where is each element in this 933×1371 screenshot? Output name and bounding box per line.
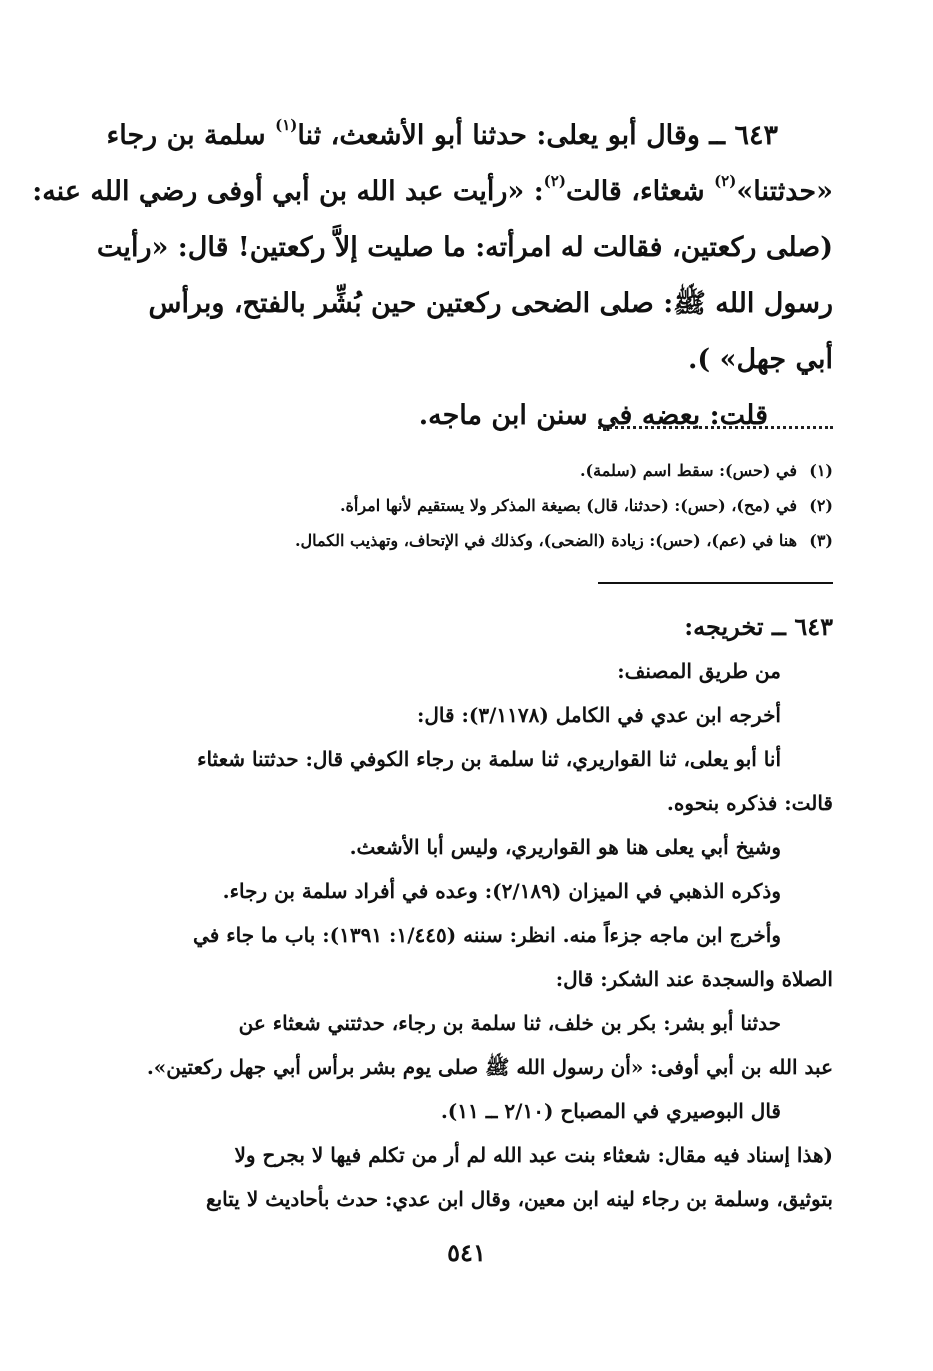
takhrij-line: الصلاة والسجدة عند الشكر: قال: — [555, 967, 833, 991]
takhrij-line: من طريق المصنف: — [617, 659, 781, 683]
hadith-line-2-mid: شعثاء، قالت — [565, 176, 715, 207]
hadith-line-5: أبي جهل» ). — [688, 344, 833, 375]
footnote-ref-1: (١) — [275, 116, 298, 134]
takhrij-line: وأخرج ابن ماجه جزءاً منه. انظر: سننه (١/٤٤٥: ١٣٩١): باب ما جاء في — [193, 923, 781, 947]
hadith-line-4: رسول الله ﷺ: صلى الضحى ركعتين حين بُشِّر بالفتح، وبرأس — [148, 288, 833, 319]
footnote-2 — [108, 488, 833, 523]
footnote-text: في (حس): سقط اسم (سلمة). — [579, 461, 797, 480]
section-divider — [598, 582, 833, 584]
takhrij-line: قال البوصيري في المصباح (٢/١٠ ــ ١١). — [440, 1099, 781, 1123]
takhrij-line: أخرجه ابن عدي في الكامل (٣/١١٧٨): قال: — [416, 703, 781, 727]
footnote-separator — [598, 426, 833, 433]
footnote-ref-2b: (٢) — [543, 172, 566, 190]
footnote-ref-2a: (٢) — [714, 172, 737, 190]
footnote-number: (٣) — [809, 531, 833, 550]
footnote-text: في (مح)، (حس): (حدثنا، قال) بصيغة المذكر ولا يستقيم لأنها امرأة. — [339, 496, 797, 515]
takhrij-line: وذكره الذهبي في الميزان (٢/١٨٩): وعده في أفراد سلمة بن رجاء. — [222, 879, 781, 903]
hadith-line-1-start: ٦٤٣ ــ وقال أبو يعلى: حدثنا أبو الأشعث، ثنا — [297, 120, 778, 151]
takhrij-line: وشيخ أبي يعلى هنا هو القواريري، وليس أبا الأشعث. — [349, 835, 781, 859]
takhrij-line: (هذا إسناد فيه مقال: شعثاء بنت عبد الله لم أر من تكلم فيها لا بجرح ولا — [234, 1143, 833, 1167]
takhrij-line: بتوثيق، وسلمة بن رجاء لينه ابن معين، وقال ابن عدي: حدث بأحاديث لا يتابع — [205, 1187, 833, 1211]
hadith-line-1-end: سلمة بن رجاء — [106, 120, 276, 151]
takhrij-line: عبد الله بن أبي أوفى: «أن رسول الله ﷺ صلى يوم بشر برأس أبي جهل ركعتين». — [146, 1055, 833, 1079]
hadith-line-2-start: «حدثتنا» — [736, 176, 833, 207]
footnote-1 — [108, 453, 833, 488]
footnotes — [108, 453, 833, 558]
footnote-number: (١) — [809, 461, 833, 480]
page-number: ٥٤١ — [447, 1238, 486, 1267]
hadith-line-2 — [32, 164, 833, 220]
footnote-text: هنا في (عم)، (حس): زيادة (الضحى)، وكذلك في الإتحاف، وتهذيب الكمال. — [294, 531, 797, 550]
author-note: قلت: بعضه في سنن ابن ماجه. — [418, 400, 768, 431]
hadith-line-3: (صلى ركعتين، فقالت له امرأته: ما صليت إلاَّ ركعتين! قال: «رأيت — [96, 232, 833, 263]
footnote-number: (٢) — [809, 496, 833, 515]
takhrij-line: قالت: فذكره بنحوه. — [666, 791, 833, 815]
takhrij-line: أنا أبو يعلى، ثنا القواريري، ثنا سلمة بن رجاء الكوفي قال: حدثتنا شعثاء — [197, 747, 781, 771]
footnote-3 — [108, 523, 833, 558]
hadith-line-1 — [108, 108, 833, 164]
takhrij-section — [108, 605, 833, 1221]
takhrij-line: حدثنا أبو بشر: بكر بن خلف، ثنا سلمة بن رجاء، حدثتني شعثاء عن — [238, 1011, 781, 1035]
hadith-line-2-end: : «رأيت عبد الله بن أبي أوفى رضي الله عنه: — [32, 176, 544, 207]
hadith-text — [32, 108, 833, 444]
takhrij-heading: ٦٤٣ ــ تخريجه: — [684, 612, 833, 641]
